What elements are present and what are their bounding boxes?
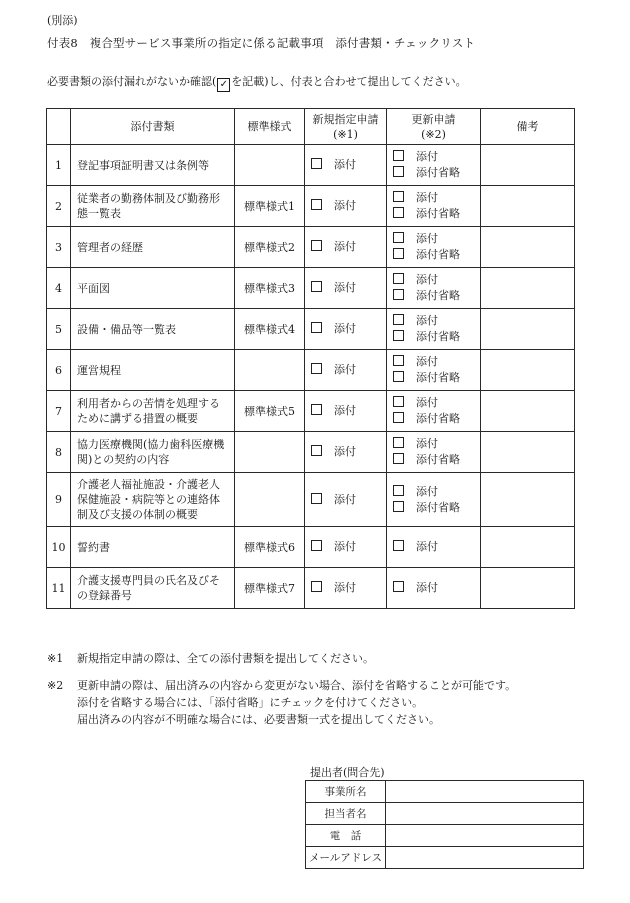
checkbox-label: 添付 <box>334 322 356 335</box>
checkbox-icon[interactable] <box>393 273 404 284</box>
checkbox-label: 添付 <box>334 281 356 294</box>
submitter-row-phone <box>306 825 584 847</box>
checkbox-label: 添付 <box>416 484 438 498</box>
new-application-cell <box>305 145 387 186</box>
renewal-cell <box>387 391 481 432</box>
document-name: 管理者の経歴 <box>71 227 235 268</box>
row-number: 6 <box>47 350 71 391</box>
header-renewal-line1: 更新申請 <box>411 112 456 126</box>
submitter-row-office <box>306 781 584 803</box>
standard-form: 標準様式2 <box>235 227 305 268</box>
new-application-cell <box>305 391 387 432</box>
table-row <box>47 350 575 391</box>
checkbox-label: 添付省略 <box>416 453 460 466</box>
note1-text: 新規指定申請の際は、全ての添付書類を提出してください。 <box>77 652 374 665</box>
remarks-cell[interactable] <box>481 186 575 227</box>
checkbox-label: 添付 <box>334 445 356 458</box>
checkbox-icon[interactable] <box>393 314 404 325</box>
header-standard-form: 標準様式 <box>235 109 305 145</box>
checkbox-option-attach[interactable] <box>311 580 386 596</box>
checkbox-icon[interactable] <box>311 404 322 415</box>
checkbox-option-attach[interactable] <box>393 313 480 329</box>
checkbox-label: 添付 <box>416 581 438 594</box>
checkbox-option-omit[interactable] <box>393 288 480 304</box>
row-number: 3 <box>47 227 71 268</box>
renewal-cell <box>387 568 481 609</box>
checkbox-icon[interactable] <box>393 540 404 551</box>
email-label: メールアドレス <box>306 847 386 869</box>
new-application-cell <box>305 432 387 473</box>
person-in-charge-field[interactable] <box>386 803 584 825</box>
checkbox-icon[interactable] <box>311 281 322 292</box>
checkbox-label: 添付 <box>334 404 356 417</box>
checkbox-label: 添付省略 <box>416 207 460 220</box>
checkbox-icon[interactable] <box>393 485 404 496</box>
header-remarks: 備考 <box>481 109 575 145</box>
table-row <box>47 186 575 227</box>
checkbox-label: 添付省略 <box>416 412 460 425</box>
checkbox-option-attach[interactable] <box>393 231 480 247</box>
document-name: 運営規程 <box>71 350 235 391</box>
checkbox-label: 添付省略 <box>416 248 460 261</box>
row-number: 7 <box>47 391 71 432</box>
new-application-cell <box>305 568 387 609</box>
standard-form <box>235 432 305 473</box>
submitter-row-person <box>306 803 584 825</box>
submitter-label: 提出者(問合先) <box>310 766 385 779</box>
checkbox-option-attach[interactable] <box>393 190 480 206</box>
new-application-cell <box>305 350 387 391</box>
note1-mark: ※1 <box>47 652 64 665</box>
page-title: 付表8 複合型サービス事業所の指定に係る記載事項 添付書類・チェックリスト <box>47 36 476 50</box>
checkbox-option-omit[interactable] <box>393 500 480 516</box>
remarks-cell[interactable] <box>481 227 575 268</box>
renewal-cell <box>387 227 481 268</box>
checkbox-icon[interactable] <box>311 445 322 456</box>
checkbox-option-attach[interactable] <box>311 362 386 378</box>
checkbox-option-attach[interactable] <box>393 580 480 596</box>
row-number: 10 <box>47 527 71 568</box>
checkbox-icon[interactable] <box>393 191 404 202</box>
note2-sub2: 届出済みの内容が不明確な場合には、必要書類一式を提出してください。 <box>77 713 440 726</box>
checkbox-option-attach[interactable] <box>393 149 480 165</box>
remarks-cell[interactable] <box>481 268 575 309</box>
standard-form: 標準様式4 <box>235 309 305 350</box>
checkbox-label: 添付 <box>416 355 438 368</box>
note2-text: 更新申請の際は、届出済みの内容から変更がない場合、添付を省略することが可能です。 <box>77 679 517 692</box>
checkbox-label: 添付 <box>334 158 356 171</box>
checkbox-option-attach[interactable] <box>393 395 480 411</box>
checkbox-label: 添付 <box>334 240 356 253</box>
checkbox-label: 添付 <box>416 437 438 450</box>
standard-form: 標準様式1 <box>235 186 305 227</box>
standard-form <box>235 145 305 186</box>
checkbox-option-attach[interactable] <box>311 539 386 555</box>
checkbox-icon[interactable] <box>393 289 404 300</box>
checkbox-icon[interactable] <box>393 150 404 161</box>
checkbox-option-omit[interactable] <box>393 370 480 386</box>
instruction-text <box>47 73 467 92</box>
remarks-cell[interactable] <box>481 309 575 350</box>
checkbox-option-attach[interactable] <box>311 280 386 296</box>
checkbox-icon[interactable] <box>393 453 404 464</box>
document-name: 登記事項証明書又は条例等 <box>71 145 235 186</box>
checkbox-option-attach[interactable] <box>393 436 480 452</box>
checkbox-option-attach[interactable] <box>311 157 386 173</box>
table-row <box>47 527 575 568</box>
checkbox-label: 添付 <box>334 540 356 553</box>
standard-form: 標準様式7 <box>235 568 305 609</box>
document-name: 協力医療機関(協力歯科医療機関)との契約の内容 <box>71 432 235 473</box>
checkbox-label: 添付 <box>416 232 438 245</box>
checkbox-option-attach[interactable] <box>311 492 386 508</box>
renewal-cell <box>387 309 481 350</box>
table-row <box>47 568 575 609</box>
checkbox-label: 添付 <box>334 492 356 506</box>
checkbox-label: 添付 <box>416 540 438 553</box>
checkbox-option-omit[interactable] <box>393 206 480 222</box>
table-row <box>47 473 575 527</box>
checkbox-label: 添付 <box>416 314 438 327</box>
document-name: 設備・備品等一覧表 <box>71 309 235 350</box>
instruction-before: 必要書類の添付漏れがないか確認( <box>47 75 217 88</box>
checkbox-option-omit[interactable] <box>393 165 480 181</box>
checklist-table <box>46 108 575 609</box>
new-application-cell <box>305 268 387 309</box>
checkbox-icon[interactable] <box>393 207 404 218</box>
header-new-application <box>305 109 387 145</box>
checkbox-option-attach[interactable] <box>393 484 480 500</box>
new-application-cell <box>305 527 387 568</box>
document-name: 従業者の勤務体制及び勤務形態一覧表 <box>71 186 235 227</box>
checkbox-icon[interactable] <box>311 322 322 333</box>
row-number: 1 <box>47 145 71 186</box>
checkbox-option-omit[interactable] <box>393 452 480 468</box>
instruction-after: を記載)し、付表と合わせて提出してください。 <box>231 75 467 88</box>
note2-sub1: 添付を省略する場合には、「添付省略」にチェックを付けてください。 <box>77 696 424 709</box>
new-application-cell <box>305 186 387 227</box>
new-application-cell <box>305 227 387 268</box>
row-number: 9 <box>47 473 71 527</box>
document-name: 誓約書 <box>71 527 235 568</box>
table-row <box>47 309 575 350</box>
checkbox-option-attach[interactable] <box>311 198 386 214</box>
header-renewal-line2: (※2) <box>421 127 446 141</box>
standard-form <box>235 350 305 391</box>
submitter-row-email <box>306 847 584 869</box>
checkbox-label: 添付省略 <box>416 500 460 514</box>
checkbox-icon[interactable] <box>393 355 404 366</box>
checkbox-option-omit[interactable] <box>393 329 480 345</box>
checkbox-option-attach[interactable] <box>311 321 386 337</box>
checkmark-icon: ✓ <box>217 78 230 92</box>
checkbox-icon[interactable] <box>311 158 322 169</box>
checkbox-icon[interactable] <box>393 371 404 382</box>
person-in-charge-label: 担当者名 <box>306 803 386 825</box>
renewal-cell <box>387 186 481 227</box>
checkbox-icon[interactable] <box>311 581 322 592</box>
renewal-cell <box>387 268 481 309</box>
checkbox-label: 添付省略 <box>416 330 460 343</box>
row-number: 8 <box>47 432 71 473</box>
table-row <box>47 268 575 309</box>
checkbox-option-attach[interactable] <box>393 272 480 288</box>
row-number: 2 <box>47 186 71 227</box>
document-name: 平面図 <box>71 268 235 309</box>
checkbox-icon[interactable] <box>393 330 404 341</box>
phone-label: 電 話 <box>306 825 386 847</box>
checkbox-icon[interactable] <box>393 437 404 448</box>
checkbox-icon[interactable] <box>393 501 404 512</box>
checkbox-option-attach[interactable] <box>393 539 480 555</box>
checkbox-icon[interactable] <box>393 581 404 592</box>
checkbox-label: 添付省略 <box>416 289 460 302</box>
checkbox-icon[interactable] <box>311 363 322 374</box>
document-name: 介護老人福祉施設・介護老人保健施設・病院等との連絡体制及び支援の体制の概要 <box>71 473 235 527</box>
header-renewal <box>387 109 481 145</box>
attachment-label: (別添) <box>47 14 78 27</box>
row-number: 4 <box>47 268 71 309</box>
note2-mark: ※2 <box>47 679 64 692</box>
remarks-cell[interactable] <box>481 145 575 186</box>
checkbox-label: 添付省略 <box>416 371 460 384</box>
remarks-cell[interactable] <box>481 432 575 473</box>
document-name: 利用者からの苦情を処理するために講ずる措置の概要 <box>71 391 235 432</box>
table-row <box>47 145 575 186</box>
remarks-cell[interactable] <box>481 391 575 432</box>
checkbox-icon[interactable] <box>393 412 404 423</box>
remarks-cell[interactable] <box>481 473 575 527</box>
checkbox-option-attach[interactable] <box>311 403 386 419</box>
checkbox-label: 添付省略 <box>416 166 460 179</box>
remarks-cell[interactable] <box>481 350 575 391</box>
document-name: 介護支援専門員の氏名及びその登録番号 <box>71 568 235 609</box>
checkbox-option-attach[interactable] <box>311 239 386 255</box>
renewal-cell <box>387 473 481 527</box>
phone-field[interactable] <box>386 825 584 847</box>
checkbox-icon[interactable] <box>393 166 404 177</box>
renewal-cell <box>387 432 481 473</box>
checkbox-icon[interactable] <box>311 540 322 551</box>
checkbox-icon[interactable] <box>393 232 404 243</box>
header-new-application-line1: 新規指定申請 <box>312 112 379 126</box>
new-application-cell <box>305 309 387 350</box>
remarks-cell[interactable] <box>481 568 575 609</box>
table-row <box>47 432 575 473</box>
checkbox-label: 添付 <box>416 191 438 204</box>
table-row <box>47 227 575 268</box>
renewal-cell <box>387 145 481 186</box>
checkbox-option-omit[interactable] <box>393 247 480 263</box>
table-header-row <box>47 109 575 145</box>
checkbox-icon[interactable] <box>311 493 322 504</box>
checkbox-option-omit[interactable] <box>393 411 480 427</box>
checkbox-label: 添付 <box>334 363 356 376</box>
row-number: 11 <box>47 568 71 609</box>
checkbox-icon[interactable] <box>393 248 404 259</box>
office-name-label: 事業所名 <box>306 781 386 803</box>
standard-form: 標準様式3 <box>235 268 305 309</box>
header-document: 添付書類 <box>71 109 235 145</box>
standard-form: 標準様式6 <box>235 527 305 568</box>
email-field[interactable] <box>386 847 584 869</box>
checkbox-icon[interactable] <box>311 199 322 210</box>
checkbox-option-attach[interactable] <box>311 444 386 460</box>
header-new-application-line2: (※1) <box>333 127 358 141</box>
row-number: 5 <box>47 309 71 350</box>
submitter-table <box>305 780 584 869</box>
checkbox-label: 添付 <box>416 396 438 409</box>
header-number <box>47 109 71 145</box>
checkbox-icon[interactable] <box>311 240 322 251</box>
checkbox-icon[interactable] <box>393 396 404 407</box>
remarks-cell[interactable] <box>481 527 575 568</box>
checkbox-option-attach[interactable] <box>393 354 480 370</box>
checkbox-label: 添付 <box>334 199 356 212</box>
office-name-field[interactable] <box>386 781 584 803</box>
checkbox-label: 添付 <box>416 150 438 163</box>
renewal-cell <box>387 527 481 568</box>
standard-form: 標準様式5 <box>235 391 305 432</box>
standard-form <box>235 473 305 527</box>
new-application-cell <box>305 473 387 527</box>
renewal-cell <box>387 350 481 391</box>
checkbox-label: 添付 <box>334 581 356 594</box>
checkbox-label: 添付 <box>416 273 438 286</box>
table-row <box>47 391 575 432</box>
